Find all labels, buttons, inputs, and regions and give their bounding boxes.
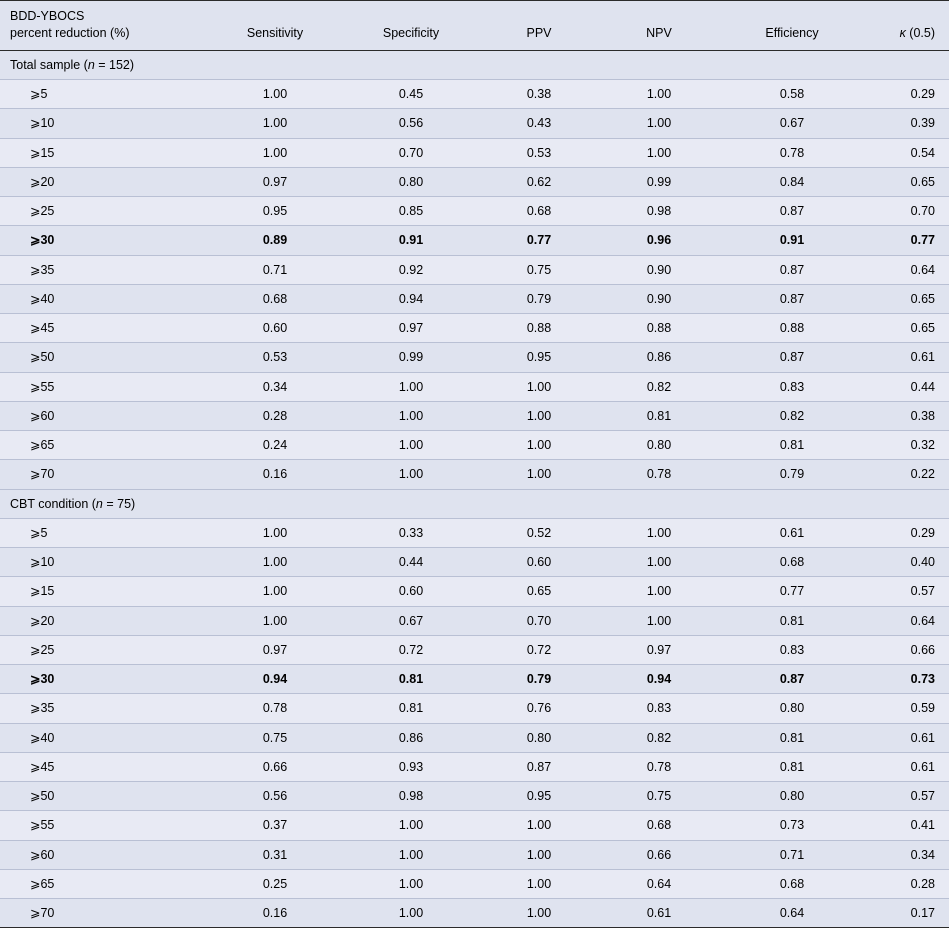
cell-kappa: 0.61 xyxy=(865,752,949,781)
cell-kappa: 0.61 xyxy=(865,723,949,752)
table-row xyxy=(0,109,949,138)
cell-ppv: 0.77 xyxy=(479,226,599,255)
row-label-threshold: ⩾55 xyxy=(0,811,207,840)
section-header-row xyxy=(0,489,949,518)
cell-npv: 1.00 xyxy=(599,518,719,547)
cell-sensitivity: 0.60 xyxy=(207,314,343,343)
cell-npv: 0.78 xyxy=(599,752,719,781)
row-label-threshold: ⩾60 xyxy=(0,401,207,430)
cell-efficiency: 0.87 xyxy=(719,343,865,372)
row-label-threshold: ⩾50 xyxy=(0,782,207,811)
cell-ppv: 1.00 xyxy=(479,431,599,460)
section-title xyxy=(0,489,949,518)
table-row xyxy=(0,167,949,196)
cell-specificity: 1.00 xyxy=(343,840,479,869)
cell-kappa: 0.61 xyxy=(865,343,949,372)
cell-efficiency: 0.87 xyxy=(719,665,865,694)
cell-specificity: 0.80 xyxy=(343,167,479,196)
cell-sensitivity: 0.24 xyxy=(207,431,343,460)
cell-efficiency: 0.77 xyxy=(719,577,865,606)
cell-specificity: 0.94 xyxy=(343,284,479,313)
cell-efficiency: 0.80 xyxy=(719,694,865,723)
cell-efficiency: 0.58 xyxy=(719,80,865,109)
cell-specificity: 0.81 xyxy=(343,694,479,723)
cell-ppv: 0.75 xyxy=(479,255,599,284)
cell-npv: 0.96 xyxy=(599,226,719,255)
row-label-threshold: ⩾10 xyxy=(0,109,207,138)
cell-ppv: 1.00 xyxy=(479,869,599,898)
cell-sensitivity: 0.95 xyxy=(207,197,343,226)
cell-npv: 0.99 xyxy=(599,167,719,196)
cell-kappa: 0.40 xyxy=(865,548,949,577)
cell-efficiency: 0.87 xyxy=(719,255,865,284)
cell-efficiency: 0.68 xyxy=(719,869,865,898)
table-header xyxy=(0,1,949,51)
cell-kappa: 0.65 xyxy=(865,167,949,196)
row-label-threshold: ⩾10 xyxy=(0,548,207,577)
column-header-kappa xyxy=(865,1,949,51)
table-row xyxy=(0,606,949,635)
kappa-threshold: (0.5) xyxy=(905,25,935,40)
cell-kappa: 0.59 xyxy=(865,694,949,723)
cell-npv: 0.68 xyxy=(599,811,719,840)
row-label-threshold: ⩾30 xyxy=(0,665,207,694)
cell-sensitivity: 1.00 xyxy=(207,577,343,606)
cell-kappa: 0.29 xyxy=(865,80,949,109)
row-label-threshold: ⩾20 xyxy=(0,167,207,196)
cell-efficiency: 0.64 xyxy=(719,899,865,928)
section-title-n: n xyxy=(95,496,103,511)
table-row xyxy=(0,869,949,898)
cell-ppv: 0.80 xyxy=(479,723,599,752)
cell-sensitivity: 0.53 xyxy=(207,343,343,372)
cell-ppv: 0.53 xyxy=(479,138,599,167)
cell-specificity: 0.70 xyxy=(343,138,479,167)
header-row xyxy=(0,1,949,51)
row-label-threshold: ⩾65 xyxy=(0,869,207,898)
row-label-threshold: ⩾5 xyxy=(0,518,207,547)
cell-efficiency: 0.81 xyxy=(719,606,865,635)
cell-ppv: 1.00 xyxy=(479,840,599,869)
section-title-suffix: = 152) xyxy=(94,57,135,72)
cell-ppv: 1.00 xyxy=(479,811,599,840)
table-row xyxy=(0,694,949,723)
cell-kappa: 0.64 xyxy=(865,255,949,284)
cell-kappa: 0.57 xyxy=(865,782,949,811)
cell-specificity: 1.00 xyxy=(343,372,479,401)
cell-specificity: 1.00 xyxy=(343,431,479,460)
row-label-threshold: ⩾5 xyxy=(0,80,207,109)
table-row xyxy=(0,138,949,167)
table-row xyxy=(0,372,949,401)
cell-specificity: 0.45 xyxy=(343,80,479,109)
cell-specificity: 0.92 xyxy=(343,255,479,284)
table-row xyxy=(0,665,949,694)
row-label-threshold: ⩾30 xyxy=(0,226,207,255)
section-header-row xyxy=(0,50,949,79)
cell-efficiency: 0.78 xyxy=(719,138,865,167)
cell-npv: 0.97 xyxy=(599,635,719,664)
table-row xyxy=(0,782,949,811)
table-row xyxy=(0,811,949,840)
cell-npv: 1.00 xyxy=(599,606,719,635)
cell-sensitivity: 0.56 xyxy=(207,782,343,811)
table-row xyxy=(0,401,949,430)
cell-specificity: 0.99 xyxy=(343,343,479,372)
table-row xyxy=(0,284,949,313)
cell-efficiency: 0.81 xyxy=(719,723,865,752)
row-label-threshold: ⩾40 xyxy=(0,723,207,752)
cell-npv: 0.82 xyxy=(599,372,719,401)
cell-sensitivity: 0.71 xyxy=(207,255,343,284)
cell-efficiency: 0.87 xyxy=(719,197,865,226)
cell-sensitivity: 0.37 xyxy=(207,811,343,840)
cell-efficiency: 0.81 xyxy=(719,431,865,460)
column-header-measure-line2: percent reduction (%) xyxy=(10,25,130,40)
row-label-threshold: ⩾70 xyxy=(0,460,207,489)
cell-specificity: 0.56 xyxy=(343,109,479,138)
cell-kappa: 0.64 xyxy=(865,606,949,635)
cell-ppv: 1.00 xyxy=(479,401,599,430)
cell-specificity: 0.60 xyxy=(343,577,479,606)
cell-npv: 1.00 xyxy=(599,80,719,109)
cell-sensitivity: 0.34 xyxy=(207,372,343,401)
cell-npv: 1.00 xyxy=(599,109,719,138)
table-row xyxy=(0,226,949,255)
cell-ppv: 0.79 xyxy=(479,665,599,694)
row-label-threshold: ⩾15 xyxy=(0,577,207,606)
cell-npv: 0.83 xyxy=(599,694,719,723)
table-row xyxy=(0,752,949,781)
section-title-suffix: = 75) xyxy=(102,496,136,511)
cell-npv: 0.88 xyxy=(599,314,719,343)
cell-npv: 1.00 xyxy=(599,548,719,577)
section-title xyxy=(0,50,949,79)
cell-efficiency: 0.73 xyxy=(719,811,865,840)
cell-specificity: 0.85 xyxy=(343,197,479,226)
cell-efficiency: 0.80 xyxy=(719,782,865,811)
cell-specificity: 1.00 xyxy=(343,811,479,840)
cell-sensitivity: 0.68 xyxy=(207,284,343,313)
cell-kappa: 0.77 xyxy=(865,226,949,255)
section-title-prefix: Total sample ( xyxy=(10,57,88,72)
cell-npv: 0.82 xyxy=(599,723,719,752)
cell-npv: 0.86 xyxy=(599,343,719,372)
cell-kappa: 0.73 xyxy=(865,665,949,694)
cell-npv: 0.98 xyxy=(599,197,719,226)
cell-efficiency: 0.83 xyxy=(719,635,865,664)
cell-efficiency: 0.87 xyxy=(719,284,865,313)
cell-kappa: 0.57 xyxy=(865,577,949,606)
cell-sensitivity: 0.94 xyxy=(207,665,343,694)
cell-sensitivity: 0.97 xyxy=(207,635,343,664)
cell-efficiency: 0.88 xyxy=(719,314,865,343)
cell-npv: 0.64 xyxy=(599,869,719,898)
cell-specificity: 0.72 xyxy=(343,635,479,664)
cell-sensitivity: 0.16 xyxy=(207,460,343,489)
cell-sensitivity: 1.00 xyxy=(207,518,343,547)
cell-ppv: 0.87 xyxy=(479,752,599,781)
table-row xyxy=(0,431,949,460)
column-header-ppv: PPV xyxy=(479,1,599,51)
row-label-threshold: ⩾55 xyxy=(0,372,207,401)
cell-sensitivity: 0.16 xyxy=(207,899,343,928)
cell-sensitivity: 1.00 xyxy=(207,109,343,138)
row-label-threshold: ⩾50 xyxy=(0,343,207,372)
column-header-measure xyxy=(0,1,207,51)
cell-npv: 0.66 xyxy=(599,840,719,869)
cell-efficiency: 0.71 xyxy=(719,840,865,869)
cell-sensitivity: 0.66 xyxy=(207,752,343,781)
cell-npv: 0.80 xyxy=(599,431,719,460)
column-header-measure-line1: BDD-YBOCS xyxy=(10,9,85,23)
cell-ppv: 0.60 xyxy=(479,548,599,577)
cell-sensitivity: 0.78 xyxy=(207,694,343,723)
cell-kappa: 0.34 xyxy=(865,840,949,869)
cell-sensitivity: 1.00 xyxy=(207,138,343,167)
table-row xyxy=(0,314,949,343)
cell-kappa: 0.22 xyxy=(865,460,949,489)
column-header-specificity: Specificity xyxy=(343,1,479,51)
cell-sensitivity: 1.00 xyxy=(207,80,343,109)
cell-efficiency: 0.68 xyxy=(719,548,865,577)
cell-ppv: 0.79 xyxy=(479,284,599,313)
cell-sensitivity: 0.31 xyxy=(207,840,343,869)
column-header-efficiency: Efficiency xyxy=(719,1,865,51)
cell-ppv: 1.00 xyxy=(479,460,599,489)
cell-specificity: 0.98 xyxy=(343,782,479,811)
cell-specificity: 1.00 xyxy=(343,401,479,430)
row-label-threshold: ⩾40 xyxy=(0,284,207,313)
row-label-threshold: ⩾20 xyxy=(0,606,207,635)
cell-kappa: 0.54 xyxy=(865,138,949,167)
cell-efficiency: 0.91 xyxy=(719,226,865,255)
row-label-threshold: ⩾45 xyxy=(0,314,207,343)
cell-kappa: 0.39 xyxy=(865,109,949,138)
cell-ppv: 1.00 xyxy=(479,372,599,401)
table-body xyxy=(0,50,949,928)
row-label-threshold: ⩾70 xyxy=(0,899,207,928)
cell-specificity: 0.93 xyxy=(343,752,479,781)
row-label-threshold: ⩾25 xyxy=(0,635,207,664)
table-row xyxy=(0,80,949,109)
cell-npv: 0.94 xyxy=(599,665,719,694)
row-label-threshold: ⩾60 xyxy=(0,840,207,869)
cell-ppv: 0.95 xyxy=(479,343,599,372)
table-row xyxy=(0,343,949,372)
cell-specificity: 1.00 xyxy=(343,899,479,928)
table-row xyxy=(0,460,949,489)
cell-ppv: 0.65 xyxy=(479,577,599,606)
cell-specificity: 1.00 xyxy=(343,460,479,489)
cell-sensitivity: 0.97 xyxy=(207,167,343,196)
cell-kappa: 0.32 xyxy=(865,431,949,460)
cell-ppv: 0.95 xyxy=(479,782,599,811)
cell-specificity: 1.00 xyxy=(343,869,479,898)
cell-npv: 0.61 xyxy=(599,899,719,928)
section-title-n: n xyxy=(87,57,95,72)
cell-npv: 1.00 xyxy=(599,138,719,167)
row-label-threshold: ⩾35 xyxy=(0,255,207,284)
table-row xyxy=(0,635,949,664)
cell-ppv: 1.00 xyxy=(479,899,599,928)
cell-ppv: 0.38 xyxy=(479,80,599,109)
section-title-prefix: CBT condition ( xyxy=(10,496,96,511)
cell-npv: 0.75 xyxy=(599,782,719,811)
cell-sensitivity: 0.89 xyxy=(207,226,343,255)
cell-sensitivity: 1.00 xyxy=(207,606,343,635)
cell-kappa: 0.70 xyxy=(865,197,949,226)
row-label-threshold: ⩾25 xyxy=(0,197,207,226)
cell-ppv: 0.88 xyxy=(479,314,599,343)
cell-specificity: 0.81 xyxy=(343,665,479,694)
cell-specificity: 0.91 xyxy=(343,226,479,255)
row-label-threshold: ⩾45 xyxy=(0,752,207,781)
column-header-npv: NPV xyxy=(599,1,719,51)
cell-kappa: 0.38 xyxy=(865,401,949,430)
cell-kappa: 0.65 xyxy=(865,284,949,313)
cell-kappa: 0.17 xyxy=(865,899,949,928)
cell-kappa: 0.66 xyxy=(865,635,949,664)
cell-specificity: 0.33 xyxy=(343,518,479,547)
cell-ppv: 0.70 xyxy=(479,606,599,635)
cell-kappa: 0.29 xyxy=(865,518,949,547)
cell-ppv: 0.76 xyxy=(479,694,599,723)
column-header-sensitivity: Sensitivity xyxy=(207,1,343,51)
cell-efficiency: 0.61 xyxy=(719,518,865,547)
cell-efficiency: 0.67 xyxy=(719,109,865,138)
table-row xyxy=(0,255,949,284)
row-label-threshold: ⩾35 xyxy=(0,694,207,723)
row-label-threshold: ⩾15 xyxy=(0,138,207,167)
cell-ppv: 0.43 xyxy=(479,109,599,138)
cell-specificity: 0.67 xyxy=(343,606,479,635)
cell-npv: 0.90 xyxy=(599,255,719,284)
cell-sensitivity: 0.75 xyxy=(207,723,343,752)
table-row xyxy=(0,723,949,752)
cell-ppv: 0.62 xyxy=(479,167,599,196)
cell-sensitivity: 1.00 xyxy=(207,548,343,577)
cell-sensitivity: 0.28 xyxy=(207,401,343,430)
table-row xyxy=(0,840,949,869)
cell-efficiency: 0.82 xyxy=(719,401,865,430)
cell-efficiency: 0.81 xyxy=(719,752,865,781)
cell-specificity: 0.97 xyxy=(343,314,479,343)
cell-npv: 1.00 xyxy=(599,577,719,606)
table-row xyxy=(0,197,949,226)
kappa-symbol: κ xyxy=(899,25,906,40)
cell-kappa: 0.41 xyxy=(865,811,949,840)
cell-efficiency: 0.79 xyxy=(719,460,865,489)
table-row xyxy=(0,577,949,606)
table-row xyxy=(0,518,949,547)
cell-kappa: 0.65 xyxy=(865,314,949,343)
cell-npv: 0.90 xyxy=(599,284,719,313)
table-row xyxy=(0,548,949,577)
cell-npv: 0.81 xyxy=(599,401,719,430)
cell-ppv: 0.68 xyxy=(479,197,599,226)
cell-sensitivity: 0.25 xyxy=(207,869,343,898)
cell-specificity: 0.86 xyxy=(343,723,479,752)
row-label-threshold: ⩾65 xyxy=(0,431,207,460)
cell-efficiency: 0.83 xyxy=(719,372,865,401)
cell-kappa: 0.28 xyxy=(865,869,949,898)
cell-kappa: 0.44 xyxy=(865,372,949,401)
cell-efficiency: 0.84 xyxy=(719,167,865,196)
cell-ppv: 0.52 xyxy=(479,518,599,547)
cell-npv: 0.78 xyxy=(599,460,719,489)
cell-ppv: 0.72 xyxy=(479,635,599,664)
cell-specificity: 0.44 xyxy=(343,548,479,577)
table-row xyxy=(0,899,949,928)
